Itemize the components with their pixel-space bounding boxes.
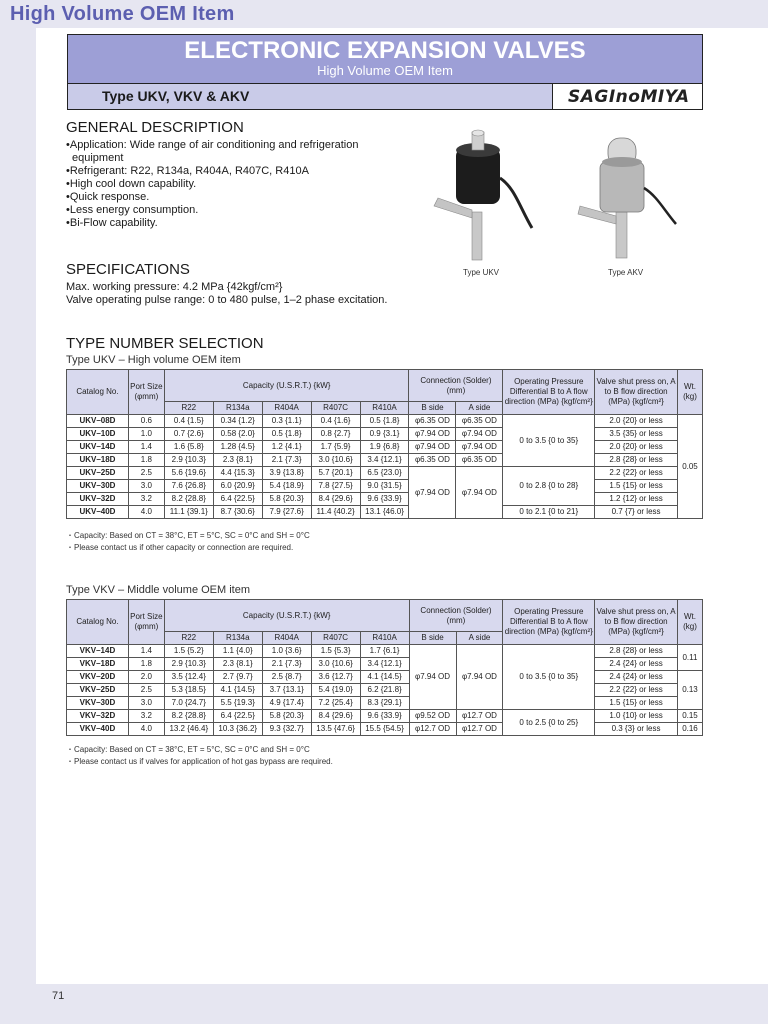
cell-r407c: 1.5 {5.3} — [311, 645, 360, 658]
cell-catalog: UKV–18D — [67, 454, 129, 467]
selection-heading: TYPE NUMBER SELECTION — [66, 335, 264, 352]
cell-r404a: 9.3 {32.7} — [262, 723, 311, 736]
cell-port: 2.0 — [128, 671, 164, 684]
title-box — [67, 34, 703, 110]
page-title: ELECTRONIC EXPANSION VALVES — [184, 37, 586, 64]
cell-shut: 3.5 {35} or less — [595, 428, 678, 441]
cell-r22: 5.6 {19.6} — [164, 467, 213, 480]
cell-port: 1.8 — [128, 454, 164, 467]
cell-aside: φ7.94 OD — [456, 467, 503, 519]
cell-r407c: 1.7 {5.9} — [311, 441, 360, 454]
cell-r410a: 9.6 {33.9} — [360, 493, 409, 506]
col-header-pressure: Operating Pressure Differential B to A flow direction (MPa) {kgf/cm²} — [503, 370, 595, 415]
cell-r404a: 0.3 {1.1} — [262, 415, 311, 428]
specifications-text — [66, 281, 387, 307]
cell-port: 3.0 — [128, 697, 164, 710]
cell-r407c: 3.0 {10.6} — [311, 454, 360, 467]
cell-r410a: 3.4 {12.1} — [360, 454, 409, 467]
ukv-valve-image — [420, 128, 540, 263]
col-header-shut: Valve shut press on, A to B flow direction (MPa) {kgf/cm²} — [595, 370, 678, 415]
section-label: High Volume OEM Item — [10, 3, 235, 25]
cell-shut: 1.2 {12} or less — [595, 493, 678, 506]
cell-catalog: VKV–14D — [67, 645, 129, 658]
cell-r410a: 4.1 {14.5} — [360, 671, 409, 684]
cell-r404a: 5.8 {20.3} — [262, 710, 311, 723]
cell-pressure: 0 to 2.8 {0 to 28} — [503, 467, 595, 506]
cell-r134a: 10.3 {36.2} — [213, 723, 262, 736]
cell-r410a: 8.3 {29.1} — [360, 697, 409, 710]
general-item: •Quick response. — [66, 191, 150, 203]
col-header-r22: R22 — [164, 632, 213, 645]
cell-r407c: 8.4 {29.6} — [311, 493, 360, 506]
cell-shut: 2.4 {24} or less — [595, 671, 678, 684]
cell-shut: 0.3 {3} or less — [595, 723, 678, 736]
cell-aside: φ12.7 OD — [456, 710, 503, 723]
cell-aside: φ6.35 OD — [456, 454, 503, 467]
cell-r407c: 7.8 {27.5} — [311, 480, 360, 493]
cell-r404a: 1.0 {3.6} — [262, 645, 311, 658]
col-header-port: Port Size (φmm) — [128, 600, 164, 645]
col-header-r404a: R404A — [262, 402, 311, 415]
cell-port: 4.0 — [128, 723, 164, 736]
ukv-caption: Type UKV — [463, 268, 500, 277]
vkv-table-caption: Type VKV – Middle volume OEM item — [66, 584, 251, 596]
cell-catalog: UKV–30D — [67, 480, 129, 493]
cell-r22: 2.9 {10.3} — [164, 658, 213, 671]
cell-r407c: 0.8 {2.7} — [311, 428, 360, 441]
cell-r134a: 6.4 {22.5} — [213, 710, 262, 723]
cell-catalog: VKV–20D — [67, 671, 129, 684]
ukv-notes — [66, 530, 310, 554]
cell-port: 4.0 — [128, 506, 164, 519]
col-header-r134a: R134a — [213, 632, 262, 645]
table-row — [67, 428, 703, 441]
cell-bside: φ7.94 OD — [409, 441, 456, 454]
ukv-table-caption: Type UKV – High volume OEM item — [66, 354, 241, 366]
cell-r22: 0.4 {1.5} — [164, 415, 213, 428]
cell-catalog: UKV–14D — [67, 441, 129, 454]
cell-r134a: 1.1 {4.0} — [213, 645, 262, 658]
table-row — [67, 671, 703, 684]
table-row — [67, 493, 703, 506]
cell-shut: 1.5 {15} or less — [595, 480, 678, 493]
general-list — [66, 139, 396, 230]
table-row — [67, 480, 703, 493]
table-row — [67, 441, 703, 454]
col-header-port: Port Size (φmm) — [128, 370, 164, 415]
cell-r22: 0.7 {2.6} — [164, 428, 213, 441]
cell-port: 1.4 — [128, 645, 164, 658]
cell-r404a: 2.1 {7.3} — [262, 658, 311, 671]
cell-r410a: 3.4 {12.1} — [360, 658, 409, 671]
cell-r410a: 13.1 {46.0} — [360, 506, 409, 519]
cell-shut: 2.0 {20} or less — [595, 441, 678, 454]
cell-r22: 1.6 {5.8} — [164, 441, 213, 454]
cell-aside: φ6.35 OD — [456, 415, 503, 428]
col-header-r404a: R404A — [262, 632, 311, 645]
cell-r22: 5.3 {18.5} — [164, 684, 213, 697]
cell-shut: 1.5 {15} or less — [595, 697, 678, 710]
cell-shut: 2.0 {20} or less — [595, 415, 678, 428]
cell-r407c: 5.4 {19.0} — [311, 684, 360, 697]
cell-r407c: 11.4 {40.2} — [311, 506, 360, 519]
general-item: •Refrigerant: R22, R134a, R404A, R407C, R410A — [66, 165, 309, 177]
vkv-notes — [66, 744, 333, 768]
cell-r22: 3.5 {12.4} — [164, 671, 213, 684]
table-row — [67, 645, 703, 658]
cell-r134a: 5.5 {19.3} — [213, 697, 262, 710]
cell-wt: 0.11 — [677, 645, 702, 671]
note-line: ・Please contact us if valves for application of hot gas bypass are required. — [66, 757, 333, 766]
col-header-catalog: Catalog No. — [67, 370, 129, 415]
cell-r407c: 3.6 {12.7} — [311, 671, 360, 684]
ukv-table — [66, 369, 703, 519]
col-header-r22: R22 — [164, 402, 213, 415]
cell-bside: φ6.35 OD — [409, 454, 456, 467]
cell-r404a: 0.5 {1.8} — [262, 428, 311, 441]
spec-pressure: Max. working pressure: 4.2 MPa {42kgf/cm²} — [66, 281, 283, 293]
cell-r404a: 5.4 {18.9} — [262, 480, 311, 493]
general-item: •Application: Wide range of air conditioning and refrigeration equipment — [66, 139, 359, 164]
cell-r407c: 0.4 {1.6} — [311, 415, 360, 428]
cell-bside: φ9.52 OD — [409, 710, 456, 723]
cell-r134a: 2.7 {9.7} — [213, 671, 262, 684]
table-row — [67, 506, 703, 519]
table-row — [67, 697, 703, 710]
col-header-capacity: Capacity (U.S.R.T.) {kW} — [164, 600, 409, 632]
cell-r404a: 3.7 {13.1} — [262, 684, 311, 697]
cell-pressure: 0 to 3.5 {0 to 35} — [503, 645, 595, 710]
cell-shut: 1.0 {10} or less — [595, 710, 678, 723]
cell-port: 1.4 — [128, 441, 164, 454]
cell-shut: 2.4 {24} or less — [595, 658, 678, 671]
cell-r410a: 15.5 {54.5} — [360, 723, 409, 736]
col-header-bside: B side — [409, 402, 456, 415]
page-subtitle: High Volume OEM Item — [317, 63, 453, 78]
cell-shut: 2.2 {22} or less — [595, 684, 678, 697]
table-row — [67, 723, 703, 736]
cell-r22: 8.2 {28.8} — [164, 710, 213, 723]
cell-r407c: 13.5 {47.6} — [311, 723, 360, 736]
cell-r134a: 0.34 {1.2} — [213, 415, 262, 428]
col-header-capacity: Capacity (U.S.R.T.) {kW} — [164, 370, 409, 402]
title-band — [68, 35, 702, 84]
col-header-r410a: R410A — [360, 632, 409, 645]
cell-r410a: 9.0 {31.5} — [360, 480, 409, 493]
akv-caption: Type AKV — [608, 268, 644, 277]
cell-port: 3.0 — [128, 480, 164, 493]
cell-r134a: 2.3 {8.1} — [213, 658, 262, 671]
cell-catalog: VKV–32D — [67, 710, 129, 723]
brand-logo: SAGInoMIYA — [568, 87, 690, 107]
table-row — [67, 415, 703, 428]
cell-port: 1.8 — [128, 658, 164, 671]
col-header-r407c: R407C — [311, 402, 360, 415]
cell-r22: 2.9 {10.3} — [164, 454, 213, 467]
cell-r404a: 4.9 {17.4} — [262, 697, 311, 710]
cell-r134a: 1.28 {4.5} — [213, 441, 262, 454]
cell-pressure: 0 to 2.1 {0 to 21} — [503, 506, 595, 519]
spec-pulse: Valve operating pulse range: 0 to 480 pulse, 1–2 phase excitation. — [66, 294, 388, 306]
cell-r410a: 6.2 {21.8} — [360, 684, 409, 697]
cell-wt: 0.13 — [677, 671, 702, 710]
cell-bside: φ7.94 OD — [409, 428, 456, 441]
cell-r22: 8.2 {28.8} — [164, 493, 213, 506]
cell-r404a: 1.2 {4.1} — [262, 441, 311, 454]
col-header-wt: Wt. (kg) — [677, 600, 702, 645]
cell-r404a: 2.1 {7.3} — [262, 454, 311, 467]
cell-catalog: UKV–40D — [67, 506, 129, 519]
cell-r404a: 5.8 {20.3} — [262, 493, 311, 506]
cell-r407c: 3.0 {10.6} — [311, 658, 360, 671]
col-header-pressure: Operating Pressure Differential B to A flow direction (MPa) {kgf/cm²} — [503, 600, 595, 645]
table-row — [67, 684, 703, 697]
cell-aside: φ12.7 OD — [456, 723, 503, 736]
page-number: 71 — [52, 990, 65, 1002]
general-heading: GENERAL DESCRIPTION — [66, 119, 244, 136]
cell-r404a: 7.9 {27.6} — [262, 506, 311, 519]
cell-wt: 0.05 — [677, 415, 702, 519]
cell-r22: 1.5 {5.2} — [164, 645, 213, 658]
cell-r134a: 6.4 {22.5} — [213, 493, 262, 506]
cell-r134a: 8.7 {30.6} — [213, 506, 262, 519]
note-line: ・Capacity: Based on CT = 38°C, ET = 5°C, SC = 0°C and SH = 0°C — [66, 531, 310, 540]
cell-r22: 13.2 {46.4} — [164, 723, 213, 736]
cell-aside: φ7.94 OD — [456, 428, 503, 441]
col-header-wt: Wt. (kg) — [677, 370, 702, 415]
cell-r134a: 6.0 {20.9} — [213, 480, 262, 493]
cell-bside: φ6.35 OD — [409, 415, 456, 428]
cell-pressure: 0 to 2.5 {0 to 25} — [503, 710, 595, 736]
cell-port: 0.6 — [128, 415, 164, 428]
cell-catalog: VKV–25D — [67, 684, 129, 697]
col-header-connection: Connection (Solder) (mm) — [409, 370, 503, 402]
cell-r22: 11.1 {39.1} — [164, 506, 213, 519]
cell-r410a: 1.7 {6.1} — [360, 645, 409, 658]
general-item: •Less energy consumption. — [66, 204, 199, 216]
cell-bside: φ7.94 OD — [409, 645, 456, 710]
type-band — [68, 84, 553, 109]
cell-catalog: UKV–32D — [67, 493, 129, 506]
general-item: •High cool down capability. — [66, 178, 197, 190]
cell-port: 3.2 — [128, 710, 164, 723]
cell-wt: 0.16 — [677, 723, 702, 736]
note-line: ・Please contact us if other capacity or connection are required. — [66, 543, 294, 552]
cell-catalog: UKV–08D — [67, 415, 129, 428]
cell-catalog: VKV–18D — [67, 658, 129, 671]
cell-bside: φ7.94 OD — [409, 467, 456, 519]
col-header-connection: Connection (Solder) (mm) — [409, 600, 503, 632]
cell-r410a: 9.6 {33.9} — [360, 710, 409, 723]
cell-r134a: 2.3 {8.1} — [213, 454, 262, 467]
cell-r407c: 7.2 {25.4} — [311, 697, 360, 710]
col-header-r410a: R410A — [360, 402, 409, 415]
cell-aside: φ7.94 OD — [456, 441, 503, 454]
cell-catalog: UKV–10D — [67, 428, 129, 441]
cell-shut: 2.8 {28} or less — [595, 454, 678, 467]
cell-r404a: 2.5 {8.7} — [262, 671, 311, 684]
col-header-aside: A side — [456, 632, 503, 645]
col-header-aside: A side — [456, 402, 503, 415]
cell-aside: φ7.94 OD — [456, 645, 503, 710]
cell-r134a: 0.58 {2.0} — [213, 428, 262, 441]
cell-r410a: 0.9 {3.1} — [360, 428, 409, 441]
col-header-bside: B side — [409, 632, 456, 645]
cell-r22: 7.6 {26.8} — [164, 480, 213, 493]
cell-r407c: 5.7 {20.1} — [311, 467, 360, 480]
cell-r410a: 6.5 {23.0} — [360, 467, 409, 480]
cell-shut: 2.2 {22} or less — [595, 467, 678, 480]
col-header-shut: Valve shut press on, A to B flow direction (MPa) {kgf/cm²} — [595, 600, 678, 645]
cell-port: 2.5 — [128, 684, 164, 697]
cell-shut: 2.8 {28} or less — [595, 645, 678, 658]
col-header-r134a: R134a — [213, 402, 262, 415]
cell-r410a: 1.9 {6.8} — [360, 441, 409, 454]
table-row — [67, 658, 703, 671]
akv-valve-image — [572, 128, 682, 263]
cell-catalog: VKV–40D — [67, 723, 129, 736]
cell-wt: 0.15 — [677, 710, 702, 723]
note-line: ・Capacity: Based on CT = 38°C, ET = 5°C, SC = 0°C and SH = 0°C — [66, 745, 310, 754]
cell-port: 3.2 — [128, 493, 164, 506]
col-header-catalog: Catalog No. — [67, 600, 129, 645]
cell-catalog: UKV–25D — [67, 467, 129, 480]
cell-pressure: 0 to 3.5 {0 to 35} — [503, 415, 595, 467]
cell-port: 1.0 — [128, 428, 164, 441]
table-row — [67, 454, 703, 467]
col-header-r407c: R407C — [311, 632, 360, 645]
cell-r404a: 3.9 {13.8} — [262, 467, 311, 480]
type-line: Type UKV, VKV & AKV — [102, 88, 250, 104]
specifications-heading: SPECIFICATIONS — [66, 261, 190, 278]
cell-shut: 0.7 {7} or less — [595, 506, 678, 519]
cell-r134a: 4.4 {15.3} — [213, 467, 262, 480]
cell-bside: φ12.7 OD — [409, 723, 456, 736]
cell-r410a: 0.5 {1.8} — [360, 415, 409, 428]
cell-port: 2.5 — [128, 467, 164, 480]
table-row — [67, 710, 703, 723]
vkv-table — [66, 599, 703, 736]
cell-r134a: 4.1 {14.5} — [213, 684, 262, 697]
cell-r407c: 8.4 {29.6} — [311, 710, 360, 723]
general-item: •Bi-Flow capability. — [66, 217, 158, 229]
table-row — [67, 467, 703, 480]
cell-r22: 7.0 {24.7} — [164, 697, 213, 710]
cell-catalog: VKV–30D — [67, 697, 129, 710]
